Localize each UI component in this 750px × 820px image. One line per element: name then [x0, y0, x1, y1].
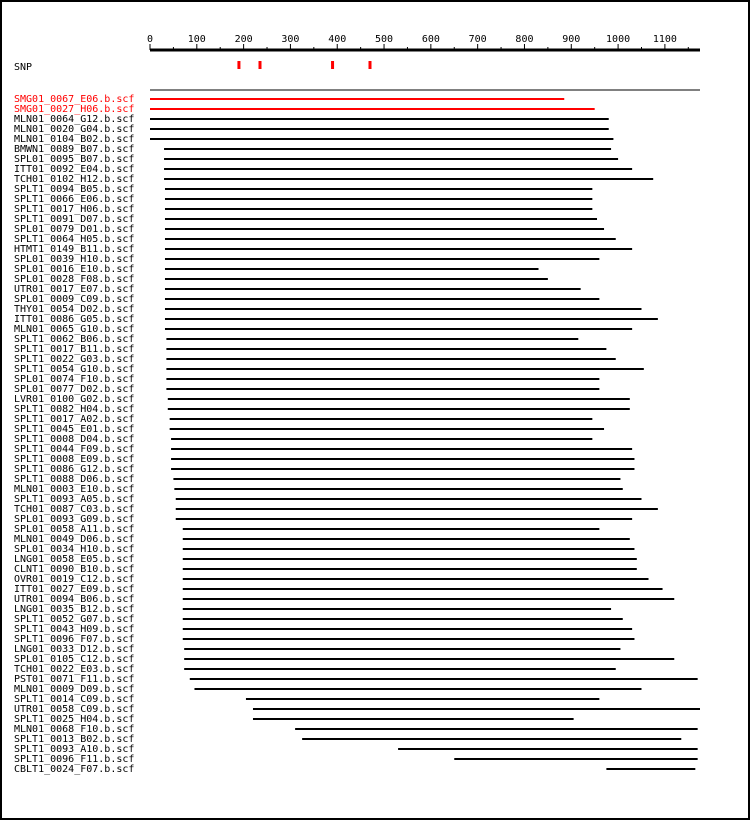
read-name[interactable]: SPLT1_0088_D06.b.scf — [14, 474, 135, 485]
axis-tick-label: 500 — [375, 34, 394, 45]
read-name[interactable]: LNG01_0033_D12.b.scf — [14, 644, 135, 655]
axis-tick-label: 700 — [468, 34, 487, 45]
read-name[interactable]: SMG01_0067_E06.b.scf — [14, 94, 135, 105]
read-name[interactable]: SPL01_0058_A11.b.scf — [14, 524, 135, 535]
read-name[interactable]: MLN01_0049_D06.b.scf — [14, 534, 135, 545]
read-name[interactable]: CBLT1_0024_F07.b.scf — [14, 764, 135, 775]
snp-track — [237, 61, 371, 69]
read-name[interactable]: SPLT1_0062_B06.b.scf — [14, 334, 135, 345]
read-name[interactable]: SPLT1_0043_H09.b.scf — [14, 624, 135, 635]
read-name[interactable]: MLN01_0003_E10.b.scf — [14, 484, 135, 495]
read-name[interactable]: SPL01_0039_H10.b.scf — [14, 254, 135, 265]
read-name[interactable]: LNG01_0058_E05.b.scf — [14, 554, 135, 565]
read-name[interactable]: SPLT1_0064_H05.b.scf — [14, 234, 135, 245]
read-name[interactable]: SPLT1_0008_D04.b.scf — [14, 434, 135, 445]
read-name[interactable]: SPLT1_0052_G07.b.scf — [14, 614, 135, 625]
read-name[interactable]: SPLT1_0044_F09.b.scf — [14, 444, 135, 455]
read-name[interactable]: HTMT1_0149_B11.b.scf — [14, 244, 135, 255]
position-axis — [147, 34, 700, 50]
read-name[interactable]: SPL01_0034_H10.b.scf — [14, 544, 135, 555]
read-name[interactable]: SPL01_0009_C09.b.scf — [14, 294, 135, 305]
read-name[interactable]: MLN01_0068_F10.b.scf — [14, 724, 135, 735]
axis-tick-label: 400 — [328, 34, 347, 45]
read-name[interactable]: TCH01_0022_E03.b.scf — [14, 664, 135, 675]
alignment-plot — [2, 2, 748, 818]
read-name[interactable]: SPLT1_0014_C09.b.scf — [14, 694, 135, 705]
read-name[interactable]: LNG01_0035_B12.b.scf — [14, 604, 135, 615]
read-name[interactable]: SPLT1_0096_F11.b.scf — [14, 754, 135, 765]
read-name[interactable]: UTR01_0017_E07.b.scf — [14, 284, 135, 295]
read-name[interactable]: SPLT1_0025_H04.b.scf — [14, 714, 135, 725]
read-name[interactable]: SPLT1_0094_B05.b.scf — [14, 184, 135, 195]
read-name[interactable]: SPLT1_0096_F07.b.scf — [14, 634, 135, 645]
read-name[interactable]: MLN01_0020_G04.b.scf — [14, 124, 135, 135]
axis-tick-label: 600 — [421, 34, 440, 45]
read-name[interactable]: SPLT1_0086_G12.b.scf — [14, 464, 135, 475]
axis-tick-label: 0 — [146, 34, 154, 45]
read-name[interactable]: SPLT1_0054_G10.b.scf — [14, 364, 135, 375]
read-name[interactable]: SPLT1_0008_E09.b.scf — [14, 454, 135, 465]
snp-marker — [237, 61, 240, 69]
read-name[interactable]: THY01_0054_D02.b.scf — [14, 304, 135, 315]
axis-tick-label: 900 — [562, 34, 581, 45]
read-name[interactable]: ITT01_0086_G05.b.scf — [14, 314, 135, 325]
read-name[interactable]: SPL01_0079_D01.b.scf — [14, 224, 135, 235]
read-name[interactable]: SPLT1_0066_E06.b.scf — [14, 194, 135, 205]
read-name[interactable]: MLN01_0064_G12.b.scf — [14, 114, 135, 125]
read-name[interactable]: SMG01_0027_H06.b.scf — [14, 104, 135, 115]
read-name[interactable]: OVR01_0019_C12.b.scf — [14, 574, 135, 585]
read-name[interactable]: MLN01_0104_B02.b.scf — [14, 134, 135, 145]
read-name[interactable]: ITT01_0027_E09.b.scf — [14, 584, 135, 595]
read-name[interactable]: LVR01_0100_G02.b.scf — [14, 394, 135, 405]
read-name[interactable]: ITT01_0092_E04.b.scf — [14, 164, 135, 175]
read-name[interactable]: BMWN1_0089_B07.b.scf — [14, 144, 135, 155]
read-name[interactable]: SPL01_0105_C12.b.scf — [14, 654, 135, 665]
snp-marker — [369, 61, 372, 69]
axis-tick-label: 200 — [234, 34, 253, 45]
axis-tick-label: 1100 — [652, 34, 677, 45]
axis-tick-label: 100 — [187, 34, 206, 45]
snp-marker — [259, 61, 262, 69]
read-name[interactable]: MLN01_0065_G10.b.scf — [14, 324, 135, 335]
read-name[interactable]: SPLT1_0045_E01.b.scf — [14, 424, 135, 435]
read-name[interactable]: SPL01_0095_B07.b.scf — [14, 154, 135, 165]
read-name[interactable]: SPL01_0016_E10.b.scf — [14, 264, 135, 275]
read-name[interactable]: UTR01_0094_B06.b.scf — [14, 594, 135, 605]
axis-tick-label: 800 — [515, 34, 534, 45]
read-name[interactable]: SPLT1_0093_A10.b.scf — [14, 744, 135, 755]
read-list — [14, 94, 700, 775]
read-name[interactable]: SPL01_0077_D02.b.scf — [14, 384, 135, 395]
read-name[interactable]: SPL01_0074_F10.b.scf — [14, 374, 135, 385]
read-name[interactable]: CLNT1_0090_B10.b.scf — [14, 564, 135, 575]
axis-tick-label: 1000 — [606, 34, 631, 45]
read-name[interactable]: SPLT1_0017_H06.b.scf — [14, 204, 135, 215]
read-name[interactable]: TCH01_0102_H12.b.scf — [14, 174, 135, 185]
snp-marker — [331, 61, 334, 69]
read-name[interactable]: SPLT1_0022_G03.b.scf — [14, 354, 135, 365]
read-name[interactable]: SPLT1_0017_B11.b.scf — [14, 344, 135, 355]
read-name[interactable]: UTR01_0058_C09.b.scf — [14, 704, 135, 715]
read-name[interactable]: SPL01_0028_F08.b.scf — [14, 274, 135, 285]
read-name[interactable]: SPLT1_0082_H04.b.scf — [14, 404, 135, 415]
read-name[interactable]: TCH01_0087_C03.b.scf — [14, 504, 135, 515]
read-name[interactable]: SPLT1_0091_D07.b.scf — [14, 214, 135, 225]
read-name[interactable]: SPLT1_0093_A05.b.scf — [14, 494, 135, 505]
read-row — [14, 764, 695, 775]
read-name[interactable]: SPLT1_0017_A02.b.scf — [14, 414, 135, 425]
read-name[interactable]: SPLT1_0013_B02.b.scf — [14, 734, 135, 745]
read-name[interactable]: MLN01_0009_D09.b.scf — [14, 684, 135, 695]
snp-track-label: SNP — [14, 62, 33, 73]
axis-tick-label: 300 — [281, 34, 300, 45]
read-name[interactable]: SPL01_0093_G09.b.scf — [14, 514, 135, 525]
read-name[interactable]: PST01_0071_F11.b.scf — [14, 674, 135, 685]
